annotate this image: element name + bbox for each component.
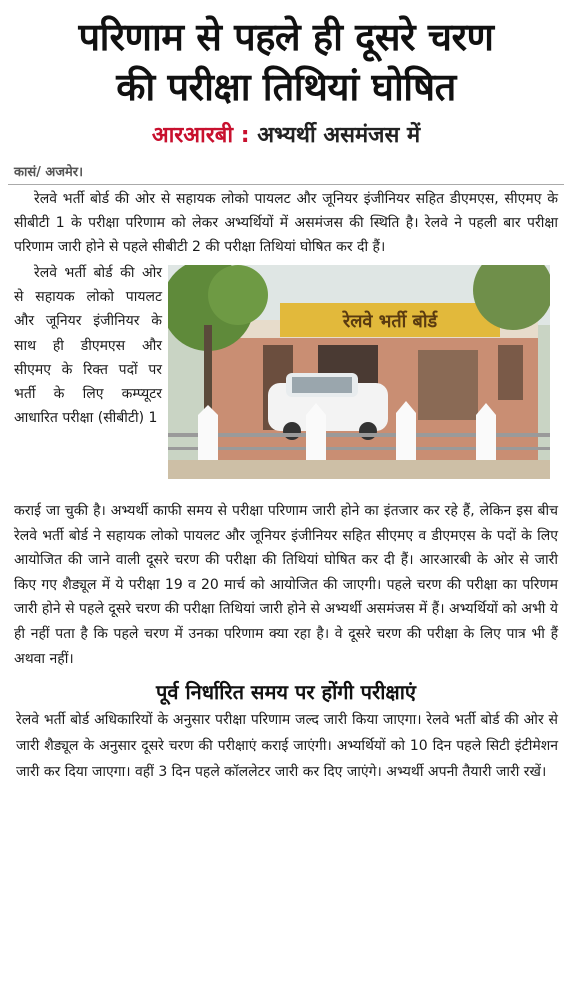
- headline-line-1: परिणाम से पहले ही दूसरे चरण: [78, 15, 494, 59]
- article-photo: [168, 265, 550, 479]
- headline: [0, 0, 572, 112]
- subheadline: [0, 120, 572, 152]
- headline-line-2: की परीक्षा तिथियां घोषित: [116, 65, 456, 109]
- photo-wrap-section: [0, 261, 572, 499]
- paragraph-2-continued: कराई जा चुकी है। अभ्यर्थी काफी समय से परीक्षा परिणाम जारी होने का इंतजार कर रहे हैं, लेकिन इस बीच रेलवे भर्ती बोर्ड ने सहायक लोको पायलट और जूनियर इंजीनियर सहित सीएमए व डीएमएस के पदों के लिए आयोजित की जाने वाली दूसरे चरण की परीक्षा की तिथियां घोषित कर दी हैं। आरआरबी के ओर से जारी किए गए शैड्यूल में ये परीक्षा 19 व 20 मार्च को आयोजित की जाएगी। पहले चरण की परीक्षा का परिणम जारी होने से पहले दूसरे चरण की परीक्षा तिथियां जारी होने से अभ्यर्थी असमंजस में हैं। अभ्यर्थियों को अभी ये ही नहीं पता है कि पहले चरण में उनका परिणाम क्या रहा है। वे दूसरे चरण की परीक्षा के लिए पात्र भी हैं अथवा नहीं।: [14, 503, 558, 667]
- subhead-text: अभ्यर्थी असमंजस में: [257, 123, 421, 148]
- paragraph-2-wrapped: रेलवे भर्ती बोर्ड की ओर से सहायक लोको पायलट और जूनियर इंजीनियर के साथ ही डीएमएस और सीएमए के रिक्त पदों पर भर्ती के लिए कम्प्यूटर आधारित परीक्षा (सीबीटी) 1: [14, 265, 162, 427]
- railway-board-building-photo: [168, 265, 550, 479]
- section-heading: पूर्व निर्धारित समय पर होंगी परीक्षाएं: [156, 680, 416, 705]
- subhead-kicker: आरआरबी :: [151, 123, 250, 148]
- paragraph-1: रेलवे भर्ती बोर्ड की ओर से सहायक लोको पायलट और जूनियर इंजीनियर सहित डीएमएस, सीएमए के सीबीटी 1 के परीक्षा परिणाम को लेकर अभ्यर्थियों में असमंजस की स्थिति है। रेलवे ने पहली बार परीक्षा परिणाम जारी होने से पहले सीबीटी 2 की परीक्षा तिथियां घोषित कर दी हैं।: [14, 191, 558, 255]
- signboard-text: रेलवे भर्ती बोर्ड: [342, 311, 438, 332]
- paragraph-3: रेलवे भर्ती बोर्ड अधिकारियों के अनुसार परीक्षा परिणाम जल्द जारी किया जाएगा। रेलवे भर्ती बोर्ड की ओर से जारी शैड्यूल के अनुसार दूसरे चरण की परीक्षाएं कराई जाएंगी। अभ्यर्थियों को 10 दिन पहले सिटी इंटीमेशन जारी कर दिया जाएगा। वहीं 3 दिन पहले कॉललेटर जारी कर दिए जाएंगे। अभ्यर्थी अपनी तैयारी जारी रखें।: [16, 712, 558, 781]
- byline: कासं/ अजमेर।: [14, 165, 84, 180]
